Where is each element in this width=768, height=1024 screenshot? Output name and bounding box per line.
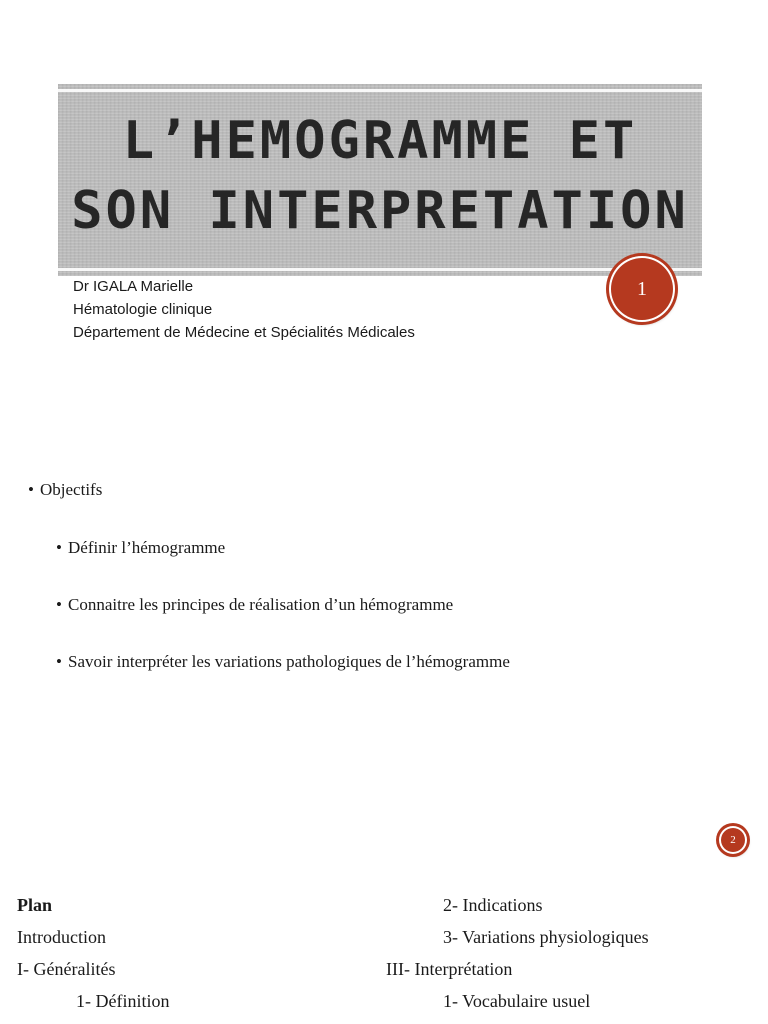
plan-item: I- Généralités (17, 959, 116, 979)
bullet-icon: • (56, 538, 62, 557)
title-line-2: SON INTERPRETATION (71, 181, 689, 241)
bullet-icon: • (28, 480, 34, 499)
slide-number-badge-1: 1 (609, 256, 675, 322)
objective-text: Connaitre les principes de réalisation d’un hémogramme (68, 595, 454, 614)
title-line-1: L’HEMOGRAMME ET (122, 111, 638, 171)
author-specialty: Hématologie clinique (73, 301, 213, 318)
plan-item: III- Interprétation (386, 959, 513, 979)
plan-item: 1- Définition (76, 991, 170, 1011)
author-department: Département de Médecine et Spécialités Médicales (73, 324, 415, 341)
plan-item: 1- Vocabulaire usuel (443, 991, 591, 1011)
slide-number-badge-2: 2 (719, 826, 747, 854)
bullet-icon: • (56, 595, 62, 614)
objective-text: Définir l’hémogramme (68, 538, 226, 557)
plan-item: Introduction (17, 927, 106, 947)
plan-heading: Plan (17, 895, 53, 915)
author-name: Dr IGALA Marielle (73, 278, 194, 295)
objectives-heading: Objectifs (40, 480, 103, 499)
plan-item: 3- Variations physiologiques (443, 927, 649, 947)
objective-text: Savoir interpréter les variations pathologiques de l’hémogramme (68, 652, 510, 671)
plan-item: 2- Indications (443, 895, 543, 915)
bullet-icon: • (56, 652, 62, 671)
